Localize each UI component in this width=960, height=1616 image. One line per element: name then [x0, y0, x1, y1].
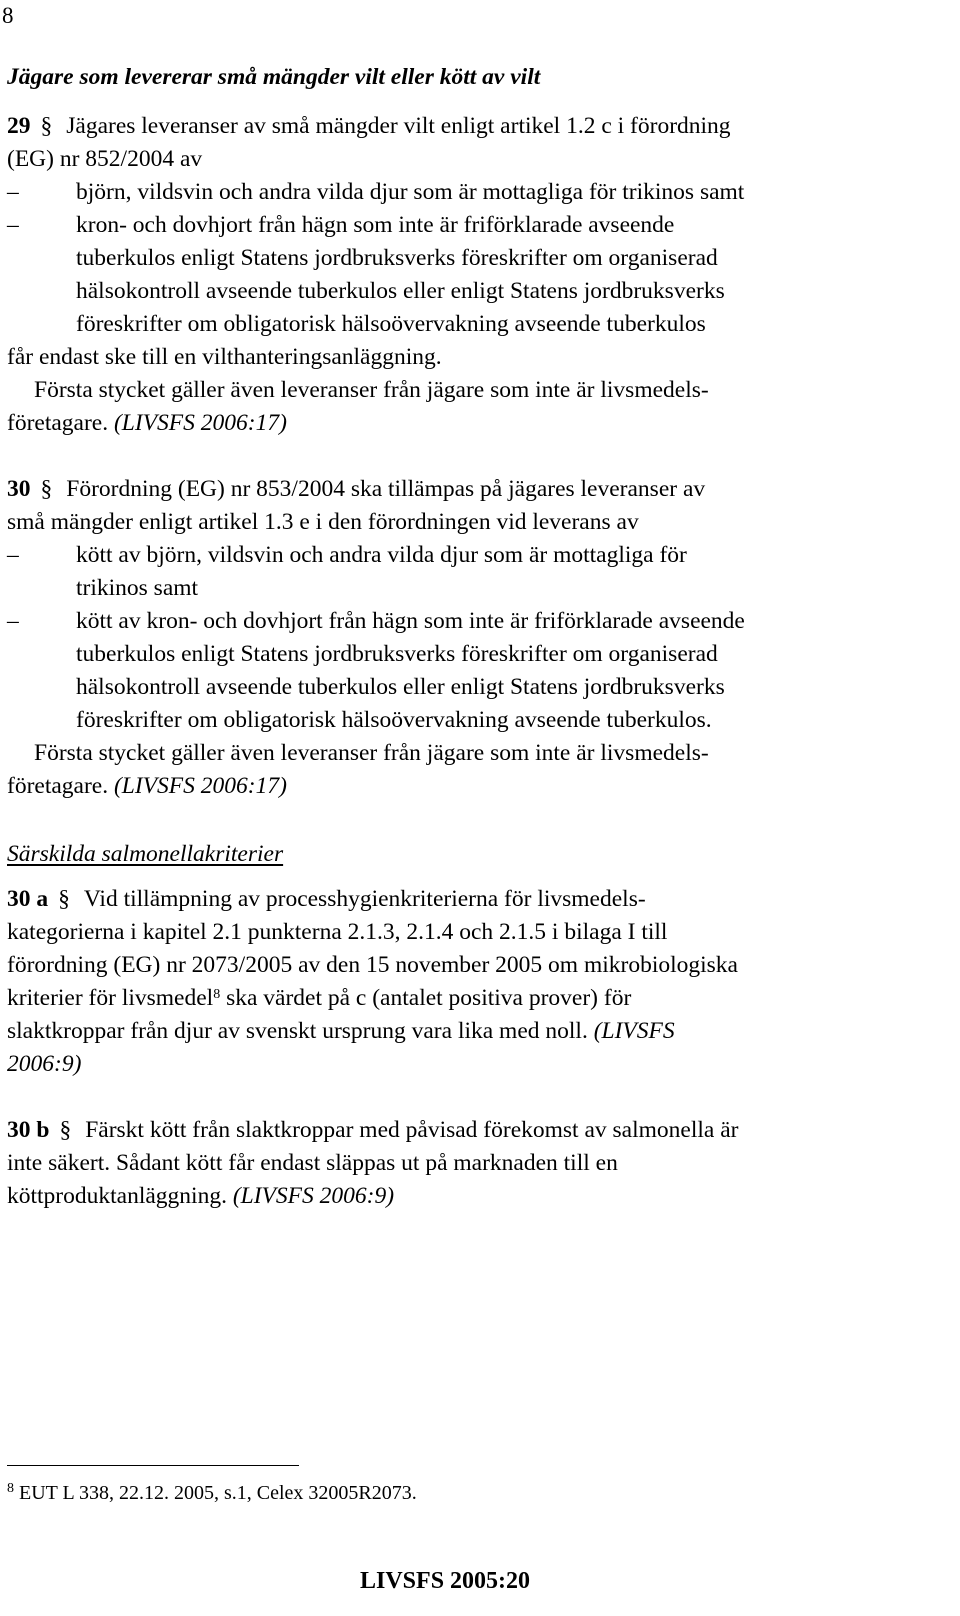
footnote-divider: [7, 1465, 299, 1466]
paragraph-30a-line-3: förordning (EG) nr 2073/2005 av den 15 november 2005 om mikrobiologiska: [7, 952, 738, 978]
paragraph-29-second-line-1: Första stycket gäller även leveranser från jägare som inte är livsmedels-: [34, 377, 709, 403]
list-item-29-2-line-2: tuberkulos enligt Statens jordbruksverks föreskrifter om organiserad: [76, 245, 718, 271]
paragraph-text: företagare.: [7, 773, 109, 799]
paragraph-30b-line-3: [7, 1181, 394, 1211]
amendment-reference: (LIVSFS 2006:17): [113, 410, 287, 436]
paragraph-number: 30 a: [7, 886, 49, 912]
footnote-text: EUT L 338, 22.12. 2005, s.1, Celex 32005R2073.: [19, 1482, 417, 1504]
paragraph-text: köttproduktanläggning.: [7, 1183, 227, 1209]
amendment-reference-continued: 2006:9): [7, 1051, 82, 1077]
paragraph-30a-line-2: kategorierna i kapitel 2.1 punkterna 2.1.3, 2.1.4 och 2.1.5 i bilaga I till: [7, 919, 668, 945]
section-symbol: §: [59, 1117, 72, 1143]
list-item-30-2-line-1: kött av kron- och dovhjort från hägn som inte är friförklarade avseende: [76, 608, 745, 634]
paragraph-number: 29: [7, 113, 31, 139]
paragraph-29-line-2: (EG) nr 852/2004 av: [7, 146, 203, 172]
paragraph-30b-line-2: inte säkert. Sådant kött får endast släppas ut på marknaden till en: [7, 1150, 618, 1176]
dash-bullet: –: [7, 542, 19, 568]
section-symbol: §: [58, 886, 70, 912]
list-item-30-2-line-4: föreskrifter om obligatorisk hälsoövervakning avseende tuberkulos.: [76, 707, 712, 733]
list-item-29-2-line-1: kron- och dovhjort från hägn som inte är friförklarade avseende: [76, 212, 675, 238]
paragraph-30a-line-4: [7, 983, 631, 1013]
paragraph-30-line-2: små mängder enligt artikel 1.3 e i den förordningen vid leverans av: [7, 509, 639, 535]
paragraph-text: Färskt kött från slaktkroppar med påvisad förekomst av salmonella är: [85, 1117, 739, 1143]
paragraph-30a-line-5: [7, 1016, 675, 1046]
paragraph-text: ska värdet på c (antalet positiva prover) för: [220, 985, 632, 1011]
amendment-reference: (LIVSFS 2006:9): [232, 1183, 395, 1209]
paragraph-text: Jägares leveranser av små mängder vilt enligt artikel 1.2 c i förordning: [66, 113, 731, 139]
list-item-30-1-line-2: trikinos samt: [76, 575, 199, 601]
paragraph-text: Vid tillämpning av processhygienkriterierna för livsmedels-: [83, 886, 646, 912]
paragraph-text: slaktkroppar från djur av svenskt ursprung vara lika med noll.: [7, 1018, 588, 1044]
paragraph-29-second-line-2: [7, 408, 287, 438]
paragraph-30-second-line-1: Första stycket gäller även leveranser från jägare som inte är livsmedels-: [34, 740, 709, 766]
list-item-30-1-line-1: kött av björn, vildsvin och andra vilda djur som är mottagliga för: [76, 542, 687, 568]
paragraph-30a-line-1: [7, 884, 646, 914]
dash-bullet: –: [7, 179, 19, 205]
running-footer: LIVSFS 2005:20: [360, 1568, 531, 1594]
dash-bullet: –: [7, 608, 19, 634]
amendment-reference: (LIVSFS: [593, 1018, 675, 1044]
paragraph-text: kriterier för livsmedel: [7, 985, 214, 1011]
footnote-marker: 8: [7, 1481, 14, 1496]
paragraph-text: företagare.: [7, 410, 109, 436]
section-symbol: §: [40, 113, 53, 139]
section-symbol: §: [40, 476, 53, 502]
amendment-reference: (LIVSFS 2006:17): [113, 773, 287, 799]
paragraph-30-second-line-2: [7, 771, 287, 801]
paragraph-29-after-list: får endast ske till en vilthanteringsanläggning.: [7, 344, 442, 370]
list-item-29-2-line-4: föreskrifter om obligatorisk hälsoövervakning avseende tuberkulos: [76, 311, 706, 337]
paragraph-number: 30: [7, 476, 31, 502]
list-item-29-1: björn, vildsvin och andra vilda djur som är mottagliga för trikinos samt: [76, 179, 745, 205]
section-heading-hunters: Jägare som levererar små mängder vilt eller kött av vilt: [7, 64, 541, 90]
paragraph-text: Förordning (EG) nr 853/2004 ska tillämpas på jägares leveranser av: [66, 476, 706, 502]
footnote-reference[interactable]: 8: [213, 987, 221, 1002]
paragraph-29-line-1: [7, 111, 731, 141]
paragraph-number: 30 b: [7, 1117, 50, 1143]
paragraph-30-line-1: [7, 474, 705, 504]
list-item-29-2-line-3: hälsokontroll avseende tuberkulos eller enligt Statens jordbruksverks: [76, 278, 725, 304]
list-item-30-2-line-3: hälsokontroll avseende tuberkulos eller enligt Statens jordbruksverks: [76, 674, 725, 700]
section-heading-salmonella: Särskilda salmonellakriterier: [7, 841, 284, 867]
footnote: [7, 1480, 417, 1506]
paragraph-30b-line-1: [7, 1115, 738, 1145]
list-item-30-2-line-2: tuberkulos enligt Statens jordbruksverks föreskrifter om organiserad: [76, 641, 718, 667]
page-number: 8: [2, 3, 14, 28]
dash-bullet: –: [7, 212, 19, 238]
